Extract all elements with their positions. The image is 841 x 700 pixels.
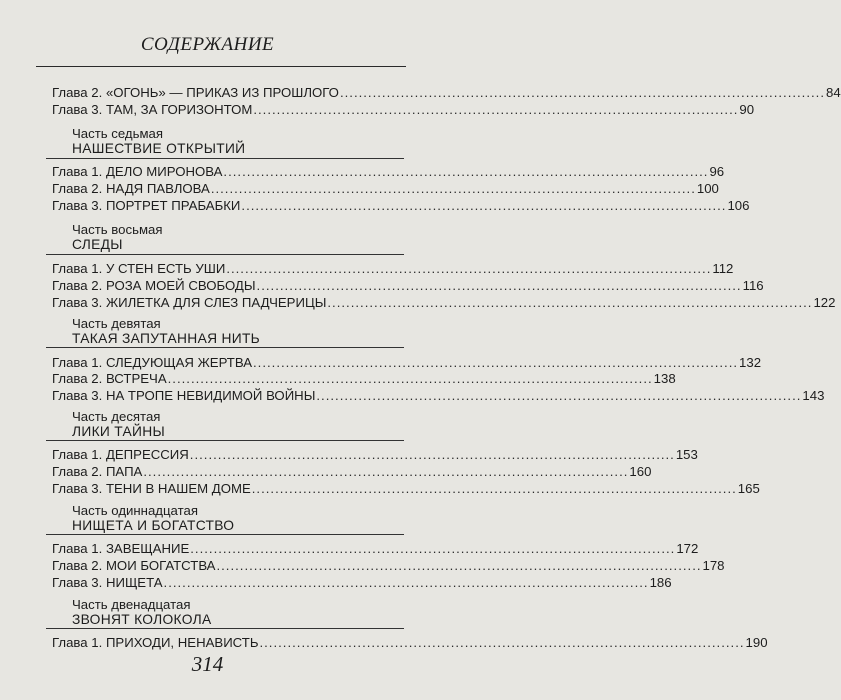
part-label: Часть двенадцатая [72, 597, 191, 612]
section-divider [46, 254, 404, 255]
dot-leader: ........................................................................................................ [226, 261, 712, 276]
section-divider [46, 534, 404, 535]
toc-entry [52, 635, 768, 650]
dot-leader: ........................................................................................................ [143, 464, 629, 479]
toc-entry [52, 198, 750, 213]
toc-entry-page: 143 [802, 388, 825, 403]
part-label: Часть восьмая [72, 222, 163, 237]
dot-leader: ........................................................................................................ [251, 481, 737, 496]
part-title: ТАКАЯ ЗАПУТАННАЯ НИТЬ [72, 331, 261, 346]
toc-entry-page: 165 [737, 481, 760, 496]
part-label: Часть девятая [72, 316, 161, 331]
toc-entry-label: Глава 3. ЖИЛЕТКА ДЛЯ СЛЕЗ ПАДЧЕРИЦЫ [52, 295, 327, 310]
section-divider [46, 158, 404, 159]
part-title: НИЩЕТА И БОГАТСТВО [72, 518, 235, 533]
toc-entry [52, 541, 699, 556]
dot-leader: ........................................................................................................ [216, 558, 702, 573]
toc-entry-page: 160 [629, 464, 652, 479]
toc-entry-label: Глава 2. ПАПА [52, 464, 143, 479]
toc-entry-label: Глава 2. «ОГОНЬ» — ПРИКАЗ ИЗ ПРОШЛОГО [52, 85, 339, 100]
toc-entry-page: 190 [745, 635, 768, 650]
dot-leader: ........................................................................................................ [223, 164, 709, 179]
toc-entry [52, 371, 676, 386]
section-divider [46, 440, 404, 441]
toc-entry [52, 558, 725, 573]
toc-entry-label: Глава 2. МОИ БОГАТСТВА [52, 558, 216, 573]
part-label: Часть седьмая [72, 126, 164, 141]
part-label: Часть одиннадцатая [72, 503, 198, 518]
toc-entry-page: 116 [742, 278, 764, 293]
toc-entry-page: 106 [727, 198, 750, 213]
toc-entry-page: 112 [712, 261, 734, 276]
part-title: ЛИКИ ТАЙНЫ [72, 424, 166, 439]
toc-entry [52, 261, 734, 276]
section-divider [46, 628, 404, 629]
page-number: 314 [191, 652, 224, 676]
dot-leader: ........................................................................................................ [210, 181, 696, 196]
toc-entry-label: Глава 2. ВСТРЕЧА [52, 371, 167, 386]
toc-entry [52, 181, 719, 196]
toc-entry [52, 295, 836, 310]
toc-entry [52, 164, 725, 179]
toc-entry [52, 575, 672, 590]
dot-leader: ........................................................................................................ [256, 278, 742, 293]
dot-leader: ........................................................................................................ [259, 635, 745, 650]
dot-leader: ........................................................................................................ [253, 102, 739, 117]
toc-entry-page: 84 [826, 85, 841, 100]
toc-entry-page: 138 [653, 371, 676, 386]
toc-entry-page: 153 [675, 447, 698, 462]
toc-entry-label: Глава 1. СЛЕДУЮЩАЯ ЖЕРТВА [52, 355, 252, 370]
toc-entry-page: 90 [739, 102, 755, 117]
toc-entry [52, 464, 652, 479]
toc-entry-label: Глава 1. ДЕЛО МИРОНОВА [52, 164, 223, 179]
header-divider [36, 66, 406, 67]
toc-entry-page: 178 [702, 558, 725, 573]
page-title: СОДЕРЖАНИЕ [140, 34, 275, 55]
toc-entry-label: Глава 3. НИЩЕТА [52, 575, 163, 590]
section-divider [46, 347, 404, 348]
toc-entry-label: Глава 3. ТЕНИ В НАШЕМ ДОМЕ [52, 481, 251, 496]
toc-entry-label: Глава 1. У СТЕН ЕСТЬ УШИ [52, 261, 226, 276]
dot-leader: ........................................................................................................ [189, 447, 675, 462]
toc-entry-page: 100 [696, 181, 719, 196]
part-title: НАШЕСТВИЕ ОТКРЫТИЙ [72, 141, 246, 156]
toc-entry-label: Глава 2. РОЗА МОЕЙ СВОБОДЫ [52, 278, 256, 293]
toc-entry-label: Глава 1. ДЕПРЕССИЯ [52, 447, 189, 462]
toc-entry [52, 85, 841, 100]
dot-leader: ........................................................................................................ [316, 388, 802, 403]
toc-entry-label: Глава 3. ТАМ, ЗА ГОРИЗОНТОМ [52, 102, 253, 117]
toc-entry-label: Глава 3. НА ТРОПЕ НЕВИДИМОЙ ВОЙНЫ [52, 388, 316, 403]
toc-entry-label: Глава 1. ЗАВЕЩАНИЕ [52, 541, 190, 556]
toc-entry-page: 172 [676, 541, 699, 556]
toc-entry-label: Глава 1. ПРИХОДИ, НЕНАВИСТЬ [52, 635, 259, 650]
dot-leader: ........................................................................................................ [339, 85, 825, 100]
dot-leader: ........................................................................................................ [327, 295, 813, 310]
toc-entry-page: 96 [709, 164, 725, 179]
toc-entry-page: 122 [813, 295, 836, 310]
part-title: СЛЕДЫ [72, 237, 123, 252]
toc-entry [52, 278, 764, 293]
toc-entry-page: 186 [649, 575, 672, 590]
toc-entry [52, 447, 698, 462]
toc-entry [52, 355, 762, 370]
part-title: ЗВОНЯТ КОЛОКОЛА [72, 612, 212, 627]
dot-leader: ........................................................................................................ [253, 355, 739, 370]
toc-entry [52, 388, 825, 403]
toc-entry [52, 102, 755, 117]
toc-entry-label: Глава 3. ПОРТРЕТ ПРАБАБКИ [52, 198, 241, 213]
dot-leader: ........................................................................................................ [190, 541, 676, 556]
dot-leader: ........................................................................................................ [163, 575, 649, 590]
dot-leader: ........................................................................................................ [167, 371, 653, 386]
toc-entry-label: Глава 2. НАДЯ ПАВЛОВА [52, 181, 210, 196]
toc-entry-page: 132 [739, 355, 762, 370]
part-label: Часть десятая [72, 409, 161, 424]
toc-entry [52, 481, 760, 496]
dot-leader: ........................................................................................................ [241, 198, 727, 213]
